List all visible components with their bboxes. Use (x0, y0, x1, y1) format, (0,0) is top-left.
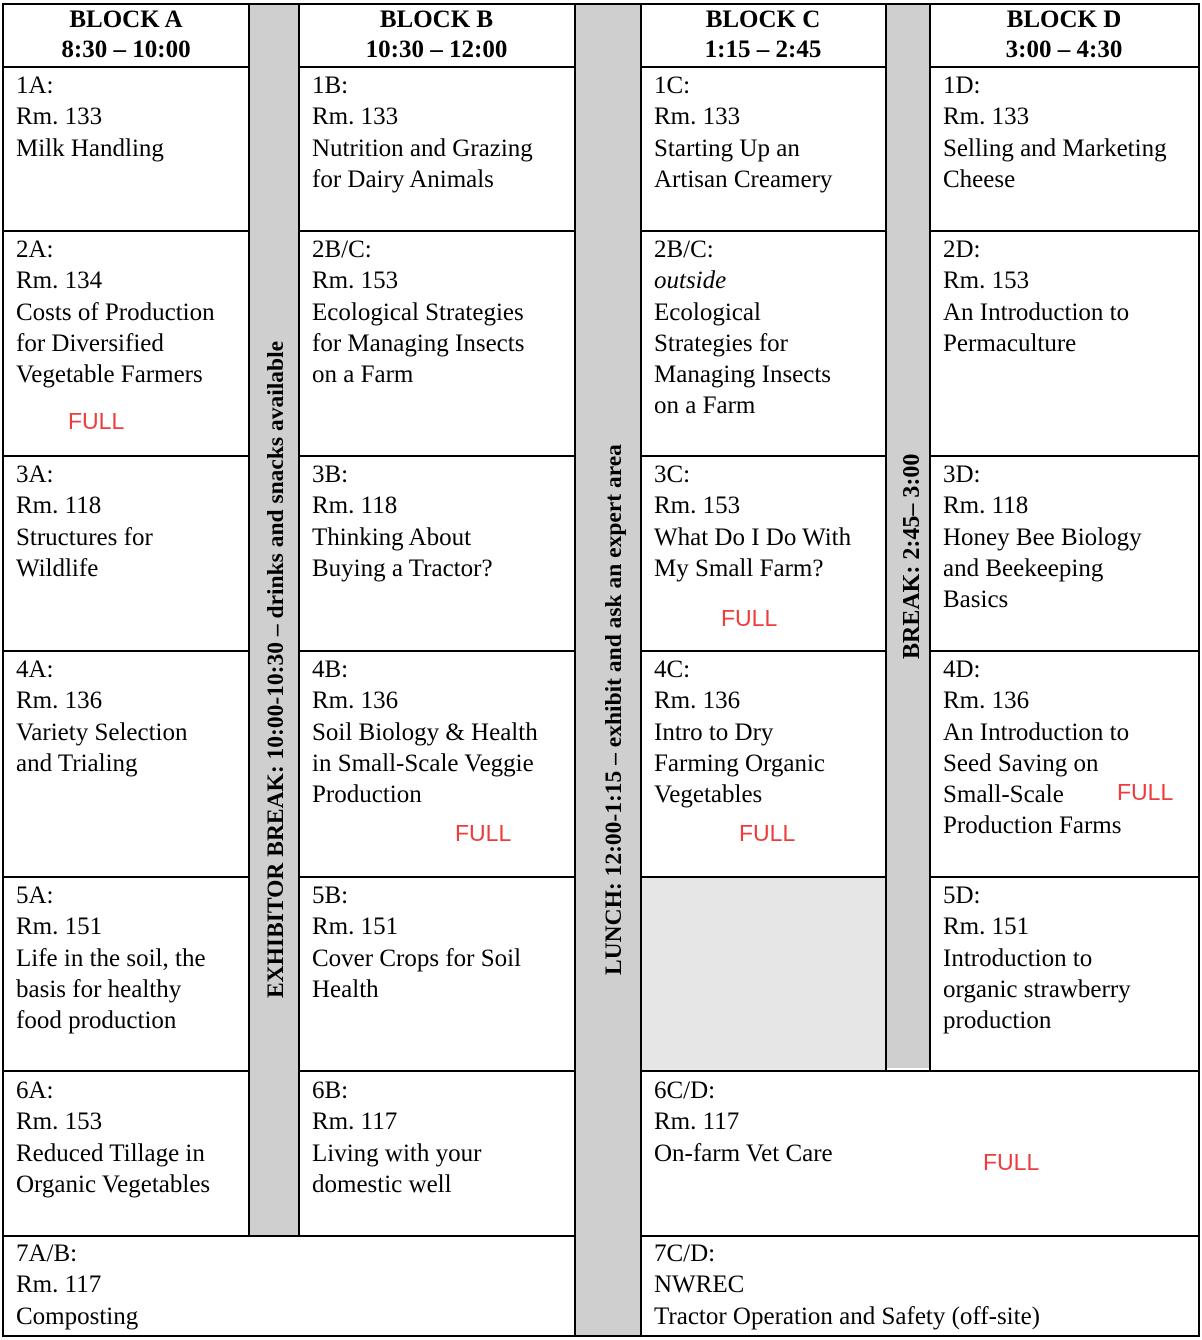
session-title-line: Thinking About (312, 523, 472, 551)
session-code: 2A: (16, 236, 54, 263)
header-block-a-time: 8:30 – 10:00 (61, 36, 191, 63)
session-code: 2B/C: (312, 236, 372, 263)
session-room: Rm. 133 (312, 103, 399, 131)
session-title-line: and Beekeeping (943, 554, 1104, 582)
session-code: 6B: (312, 1077, 349, 1104)
session-code: 4C: (654, 656, 691, 683)
session-room: Rm. 153 (654, 492, 741, 520)
session-2a (16, 234, 246, 390)
session-2d (943, 234, 1197, 359)
session-code: 4B: (312, 656, 349, 683)
full-badge-6cd: FULL (983, 1149, 1040, 1175)
session-title-line: food production (16, 1007, 177, 1035)
session-room: Rm. 151 (943, 913, 1030, 941)
session-code: 6C/D: (654, 1077, 716, 1104)
session-title-line: and Trialing (16, 749, 138, 777)
session-room: Rm. 118 (943, 492, 1029, 520)
session-title-line: production (943, 1007, 1052, 1035)
session-1c (654, 70, 884, 195)
session-7cd (654, 1238, 1194, 1332)
session-title-line: Composting (16, 1302, 139, 1330)
header-block-a (4, 5, 248, 65)
session-title-line: domestic well (312, 1170, 452, 1198)
session-title-line: Wildlife (16, 554, 99, 582)
empty-slot-5c (642, 877, 885, 1070)
header-block-c-time: 1:15 – 2:45 (704, 36, 822, 63)
session-title-line: Small-Scale (943, 781, 1064, 809)
session-title-line: Seed Saving on (943, 749, 1099, 777)
full-badge-4d: FULL (1117, 779, 1174, 805)
session-3b (312, 459, 572, 584)
session-code: 5D: (943, 882, 981, 909)
session-room: Rm. 117 (16, 1271, 102, 1299)
session-code: 1A: (16, 72, 54, 99)
session-title-line: organic strawberry (943, 975, 1131, 1003)
session-title-line: for Diversified (16, 329, 164, 357)
full-badge-4c: FULL (739, 820, 796, 846)
session-title-line: An Introduction to (943, 298, 1130, 326)
session-title-line: Buying a Tractor? (312, 554, 493, 582)
session-code: 1C: (654, 72, 691, 99)
session-room: Rm. 136 (654, 687, 741, 715)
afternoon-break-label: BREAK: 2:45– 3:00 (899, 453, 925, 659)
session-title-line: Intro to Dry (654, 718, 774, 746)
session-room: Rm. 136 (943, 687, 1030, 715)
header-block-b-time: 10:30 – 12:00 (365, 36, 508, 63)
session-title-line: Life in the soil, the (16, 944, 206, 972)
session-title-line: Health (312, 975, 379, 1003)
session-title-line: Structures for (16, 523, 153, 551)
session-room: Rm. 153 (16, 1108, 103, 1136)
lunch-break-label: LUNCH: 12:00-1:15 – exhibit and ask an expert area (601, 444, 627, 975)
session-1a (16, 70, 246, 164)
header-block-b (299, 5, 574, 65)
session-5b (312, 880, 572, 1005)
session-5d (943, 880, 1197, 1036)
session-title-line: on a Farm (312, 361, 414, 389)
session-title-line: basis for healthy (16, 975, 182, 1003)
session-code: 3C: (654, 461, 691, 488)
header-block-c (641, 5, 885, 65)
session-title-line: My Small Farm? (654, 554, 824, 582)
session-room: Rm. 117 (312, 1108, 398, 1136)
session-3c (654, 459, 884, 584)
session-title-line: on a Farm (654, 392, 756, 420)
session-title-line: Ecological Strategies (312, 298, 524, 326)
full-badge-2a: FULL (68, 408, 125, 434)
session-title-line: Tractor Operation and Safety (off-site) (654, 1302, 1040, 1330)
session-title-line: On-farm Vet Care (654, 1139, 833, 1167)
session-room: Rm. 151 (16, 913, 103, 941)
session-title-line: Reduced Tillage in (16, 1139, 205, 1167)
session-title-line: Cheese (943, 165, 1016, 193)
session-7ab (16, 1238, 571, 1332)
full-badge-3c: FULL (721, 605, 778, 631)
session-title-line: Vegetable Farmers (16, 361, 203, 389)
session-3d (943, 459, 1197, 615)
session-title-line: Costs of Production (16, 298, 215, 326)
session-4a (16, 654, 246, 779)
session-title-line: Introduction to (943, 944, 1093, 972)
session-room: Rm. 118 (312, 492, 398, 520)
session-room: Rm. 118 (16, 492, 102, 520)
session-title-line: Production Farms (943, 812, 1122, 840)
session-6a (16, 1075, 246, 1200)
session-room: Rm. 117 (654, 1108, 740, 1136)
session-code: 5A: (16, 882, 54, 909)
session-room: NWREC (654, 1271, 745, 1299)
session-2b (312, 234, 572, 390)
session-1d (943, 70, 1197, 195)
session-4c (654, 654, 884, 810)
session-title-line: Permaculture (943, 329, 1077, 357)
session-5a (16, 880, 246, 1036)
session-title-line: in Small-Scale Veggie (312, 749, 534, 777)
session-room: Rm. 153 (312, 267, 399, 295)
session-code: 3B: (312, 461, 349, 488)
session-room: Rm. 151 (312, 913, 399, 941)
session-title-line: Selling and Marketing (943, 134, 1167, 162)
session-title-line: Organic Vegetables (16, 1170, 211, 1198)
session-code: 7A/B: (16, 1240, 78, 1267)
session-title-line: Starting Up an (654, 134, 800, 162)
session-6cd (654, 1075, 1194, 1169)
session-title-line: for Dairy Animals (312, 165, 494, 193)
session-4b (312, 654, 572, 810)
session-title-line: Ecological (654, 298, 761, 326)
session-title-line: Honey Bee Biology (943, 523, 1142, 551)
session-title-line: for Managing Insects (312, 329, 525, 357)
session-title-line: Cover Crops for Soil (312, 944, 522, 972)
session-title-line: Managing Insects (654, 361, 832, 389)
session-title-line: Basics (943, 586, 1009, 614)
session-code: 7C/D: (654, 1240, 716, 1267)
session-room: Rm. 136 (312, 687, 399, 715)
session-code: 2B/C: (654, 236, 714, 263)
session-title-line: Vegetables (654, 781, 763, 809)
header-block-d-title: BLOCK D (1006, 6, 1122, 33)
session-title-line: Milk Handling (16, 134, 164, 162)
session-title-line: What Do I Do With (654, 523, 852, 551)
header-block-d-time: 3:00 – 4:30 (1005, 36, 1123, 63)
header-block-c-title: BLOCK C (705, 6, 821, 33)
session-title-line: Soil Biology & Health (312, 718, 538, 746)
session-1b (312, 70, 572, 195)
session-room: Rm. 133 (16, 103, 103, 131)
session-4d (943, 654, 1197, 842)
session-2c (654, 234, 884, 422)
session-title-line: Nutrition and Grazing (312, 134, 533, 162)
session-room: Rm. 134 (16, 267, 103, 295)
session-code: 2D: (943, 236, 981, 263)
session-room: Rm. 133 (943, 103, 1030, 131)
session-title-line: Living with your (312, 1139, 482, 1167)
session-code: 3A: (16, 461, 54, 488)
session-code: 1D: (943, 72, 981, 99)
session-3a (16, 459, 246, 584)
header-block-d (930, 5, 1198, 65)
header-block-b-title: BLOCK B (379, 6, 494, 33)
session-code: 5B: (312, 882, 349, 909)
session-room: Rm. 153 (943, 267, 1030, 295)
session-code: 3D: (943, 461, 981, 488)
exhibitor-break-label: EXHIBITOR BREAK: 10:00-10:30 – drinks and snacks available (263, 340, 289, 998)
session-code: 4A: (16, 656, 54, 683)
session-title-line: Variety Selection (16, 718, 188, 746)
full-badge-4b: FULL (455, 820, 512, 846)
session-title-line: An Introduction to (943, 718, 1130, 746)
session-title-line: Artisan Creamery (654, 165, 833, 193)
session-room: Rm. 133 (654, 103, 741, 131)
session-title-line: Strategies for (654, 329, 788, 357)
header-block-a-title: BLOCK A (69, 6, 183, 33)
session-title-line: Production (312, 781, 422, 809)
session-room: Rm. 136 (16, 687, 103, 715)
session-code: 6A: (16, 1077, 54, 1104)
session-code: 4D: (943, 656, 981, 683)
session-6b (312, 1075, 572, 1200)
session-room: outside (654, 267, 727, 295)
session-title-line: Farming Organic (654, 749, 826, 777)
session-code: 1B: (312, 72, 349, 99)
